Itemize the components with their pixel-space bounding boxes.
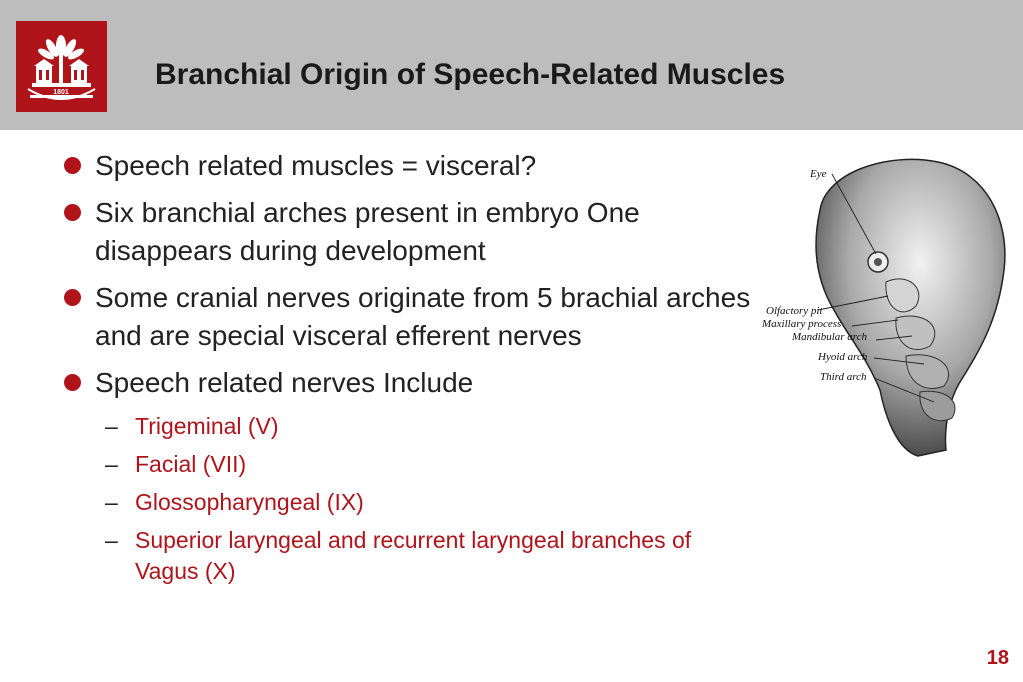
label-mandibular-arch: Mandibular arch — [792, 331, 868, 343]
sub-bullet-item — [95, 411, 715, 442]
slide-header — [0, 0, 1023, 130]
bullet-dot-icon — [64, 204, 81, 221]
bullet-text: Speech related muscles = visceral? — [95, 150, 537, 181]
sub-bullet-group — [62, 411, 742, 587]
page-number: 18 — [986, 647, 1009, 669]
bullet-text: Speech related nerves Include — [95, 367, 474, 398]
bullet-dot-icon — [64, 374, 81, 391]
sub-bullet-item — [95, 525, 715, 587]
label-third-arch: Third arch — [820, 371, 867, 383]
sub-bullet-text: Trigeminal (V) — [135, 413, 279, 439]
logo-year: 1801 — [53, 89, 69, 96]
sub-bullet-text: Facial (VII) — [135, 451, 247, 477]
bullet-dot-icon — [64, 289, 81, 306]
label-eye: Eye — [810, 168, 827, 180]
dash-icon: – — [105, 527, 118, 553]
bullet-item — [62, 194, 735, 270]
bullet-dot-icon — [64, 157, 81, 174]
slide-title: Branchial Origin of Speech-Related Muscles — [155, 58, 786, 91]
sub-bullet-item — [95, 449, 715, 480]
bullet-item — [62, 279, 765, 355]
bullet-text: Six branchial arches present in embryo One disappears during development — [95, 197, 640, 266]
dash-icon: – — [105, 451, 118, 477]
university-logo — [16, 21, 107, 112]
dash-icon: – — [105, 413, 118, 439]
sub-bullet-item — [95, 487, 715, 518]
sub-bullet-list — [95, 411, 715, 587]
bullet-item — [62, 364, 742, 402]
sub-bullet-text: Glossopharyngeal (IX) — [135, 489, 364, 515]
label-maxillary-process: Maxillary process — [762, 318, 842, 330]
bullet-item — [62, 147, 742, 185]
label-olfactory-pit: Olfactory pit — [766, 305, 823, 317]
bullet-text: Some cranial nerves originate from 5 brachial arches and are special visceral efferent nerves — [95, 282, 751, 351]
dash-icon: – — [105, 489, 118, 515]
bullet-list — [62, 147, 751, 594]
embryo-illustration — [748, 150, 1020, 462]
sub-bullet-text: Superior laryngeal and recurrent laryngeal branches of Vagus (X) — [135, 527, 692, 584]
label-hyoid-arch: Hyoid arch — [818, 351, 868, 363]
